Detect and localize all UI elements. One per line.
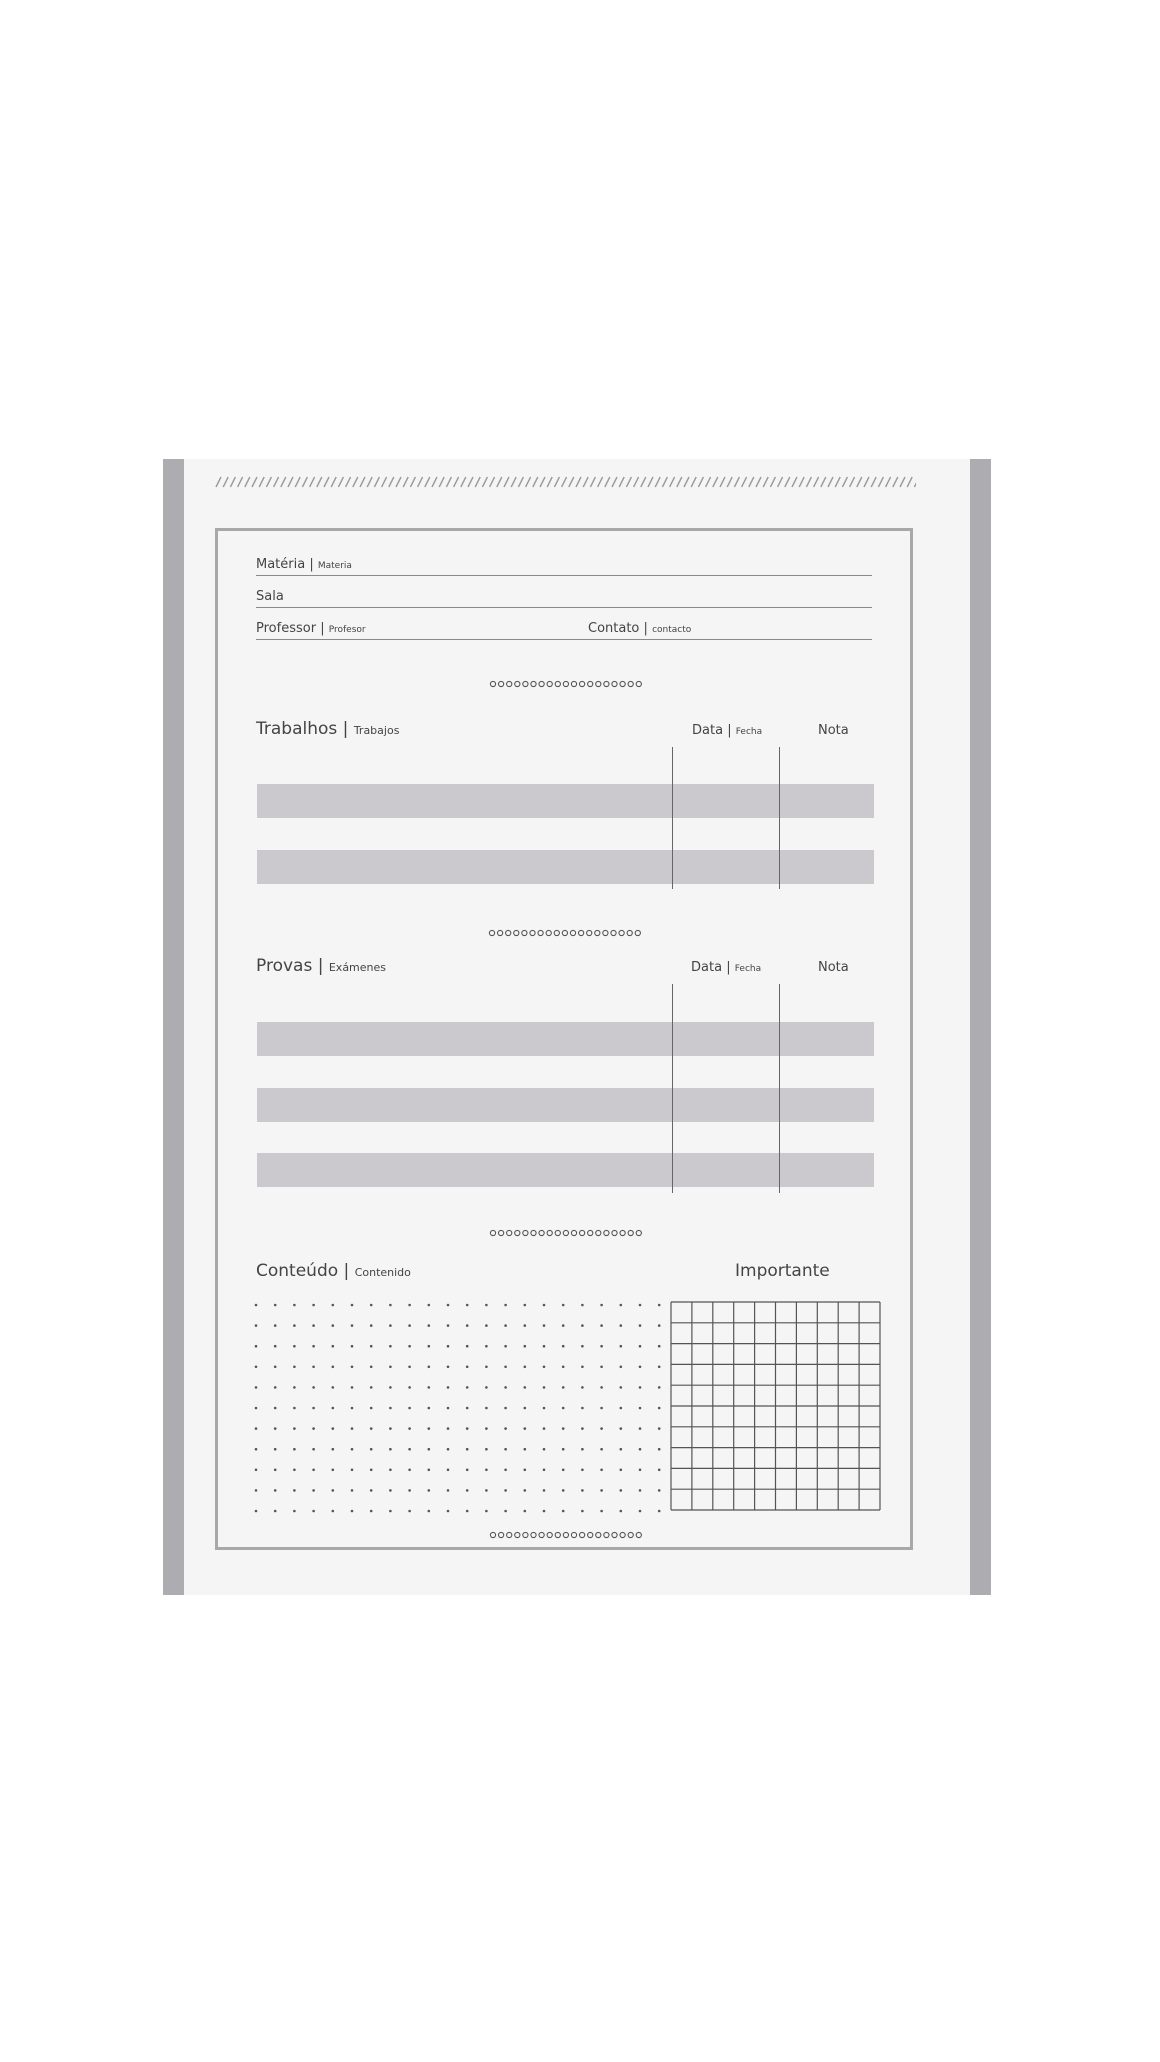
- provas-data-divider: [672, 984, 673, 1193]
- provas-text: Provas: [256, 956, 313, 976]
- trabalhos-nota-divider: [779, 747, 780, 889]
- provas-nota-header: [818, 960, 849, 975]
- professor-separator: |: [320, 621, 325, 636]
- sala-label: [256, 589, 284, 604]
- contato-es-text: contacto: [652, 625, 692, 635]
- importante-text: Importante: [735, 1261, 830, 1281]
- sala-line[interactable]: [256, 607, 872, 608]
- trabalhos-data-divider: [672, 747, 673, 889]
- hatch-pattern: [215, 476, 916, 488]
- provas-row-3[interactable]: [257, 1153, 874, 1187]
- dot-grid-area[interactable]: [252, 1301, 672, 1517]
- provas-row-2[interactable]: [257, 1088, 874, 1122]
- professor-text: Professor: [256, 621, 317, 636]
- conteudo-separator: |: [343, 1261, 350, 1281]
- provas-es-text: Exámenes: [328, 961, 387, 974]
- materia-label: [256, 557, 352, 572]
- trabalhos-nota-header: [818, 723, 849, 738]
- ring-divider-4: [489, 1531, 645, 1539]
- trabalhos-text: Trabalhos: [256, 719, 338, 739]
- provas-nota-text: Nota: [818, 960, 849, 975]
- materia-es-text: Materia: [317, 561, 352, 571]
- provas-row-1[interactable]: [257, 1022, 874, 1056]
- materia-separator: |: [309, 557, 314, 572]
- professor-label: [256, 621, 366, 636]
- trabalhos-row-2[interactable]: [257, 850, 874, 884]
- trabalhos-es-text: Trabajos: [353, 724, 400, 737]
- provas-fecha-text: Fecha: [734, 964, 762, 974]
- square-grid-area[interactable]: [670, 1301, 881, 1511]
- contato-label: [588, 621, 691, 636]
- conteudo-title: [256, 1261, 411, 1281]
- importante-title: [735, 1261, 830, 1281]
- trabalhos-data-separator: |: [727, 723, 732, 738]
- professor-line[interactable]: [256, 639, 872, 640]
- conteudo-es-text: Contenido: [354, 1266, 411, 1279]
- provas-nota-divider: [779, 984, 780, 1193]
- contato-text: Contato: [588, 621, 640, 636]
- materia-line[interactable]: [256, 575, 872, 576]
- provas-title: [256, 956, 386, 976]
- provas-data-separator: |: [726, 960, 731, 975]
- planner-sheet: [163, 459, 991, 1595]
- left-side-bar: [163, 459, 184, 1595]
- contato-separator: |: [643, 621, 648, 636]
- conteudo-text: Conteúdo: [256, 1261, 339, 1281]
- trabalhos-title: [256, 719, 399, 739]
- provas-data-text: Data: [691, 960, 723, 975]
- sala-text: Sala: [256, 589, 284, 604]
- trabalhos-fecha-text: Fecha: [735, 727, 763, 737]
- ring-divider-3: [489, 1229, 645, 1237]
- trabalhos-row-1[interactable]: [257, 784, 874, 818]
- ring-divider-2: [488, 929, 644, 937]
- materia-text: Matéria: [256, 557, 306, 572]
- right-side-bar: [970, 459, 991, 1595]
- provas-data-header: [691, 960, 761, 975]
- content-frame: [215, 528, 913, 1550]
- trabalhos-data-text: Data: [692, 723, 724, 738]
- trabalhos-separator: |: [342, 719, 349, 739]
- provas-separator: |: [317, 956, 324, 976]
- trabalhos-data-header: [692, 723, 762, 738]
- professor-es-text: Profesor: [328, 625, 366, 635]
- trabalhos-nota-text: Nota: [818, 723, 849, 738]
- ring-divider-1: [489, 680, 645, 688]
